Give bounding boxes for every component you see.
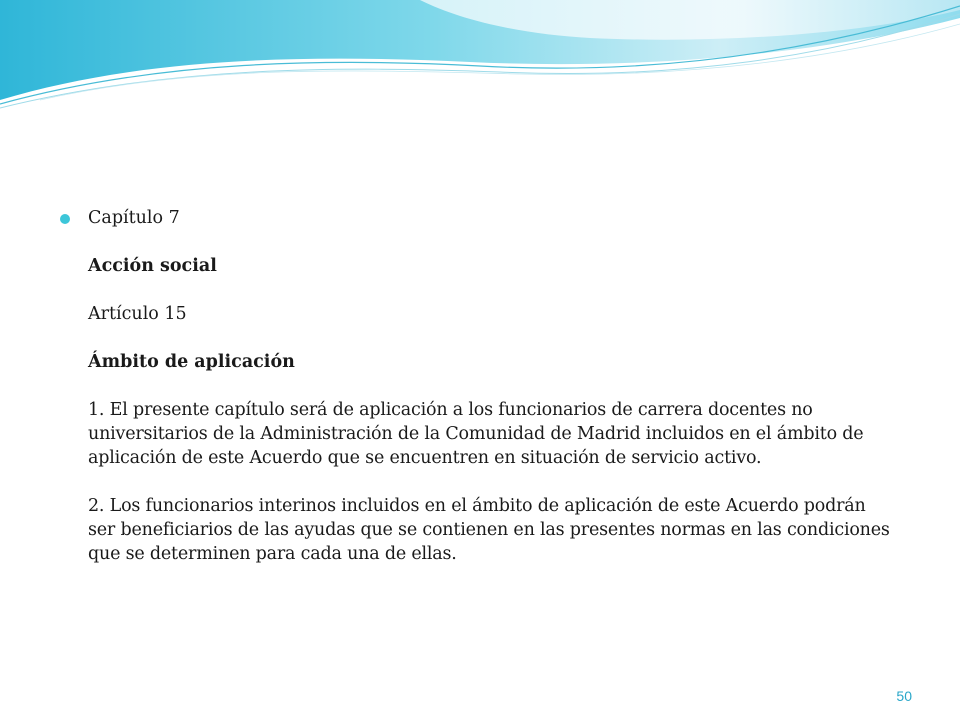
bullet-icon: [60, 214, 70, 224]
slide-body: [60, 206, 890, 590]
paragraph-2: 2. Los funcionarios interinos incluidos en el ámbito de aplicación de este Acuerdo podrán ser beneficiarios de las ayudas que se contienen en las presentes normas en las condiciones que se determinen para cada una de ellas.: [88, 496, 890, 564]
page-number: 50: [896, 688, 912, 704]
article-label: Artículo 15: [88, 304, 187, 324]
section-title: Acción social: [88, 256, 217, 276]
chapter-label: Capítulo 7: [88, 208, 180, 228]
paragraph-1: 1. El presente capítulo será de aplicación a los funcionarios de carrera docentes no universitarios de la Administración de la Comunidad de Madrid incluidos en el ámbito de aplicación de este Acuerdo que se encuentren en situación de servicio activo.: [88, 400, 864, 468]
header-wave-decoration: [0, 0, 960, 120]
article-title: Ámbito de aplicación: [88, 352, 295, 372]
bullet-text: [88, 206, 890, 566]
